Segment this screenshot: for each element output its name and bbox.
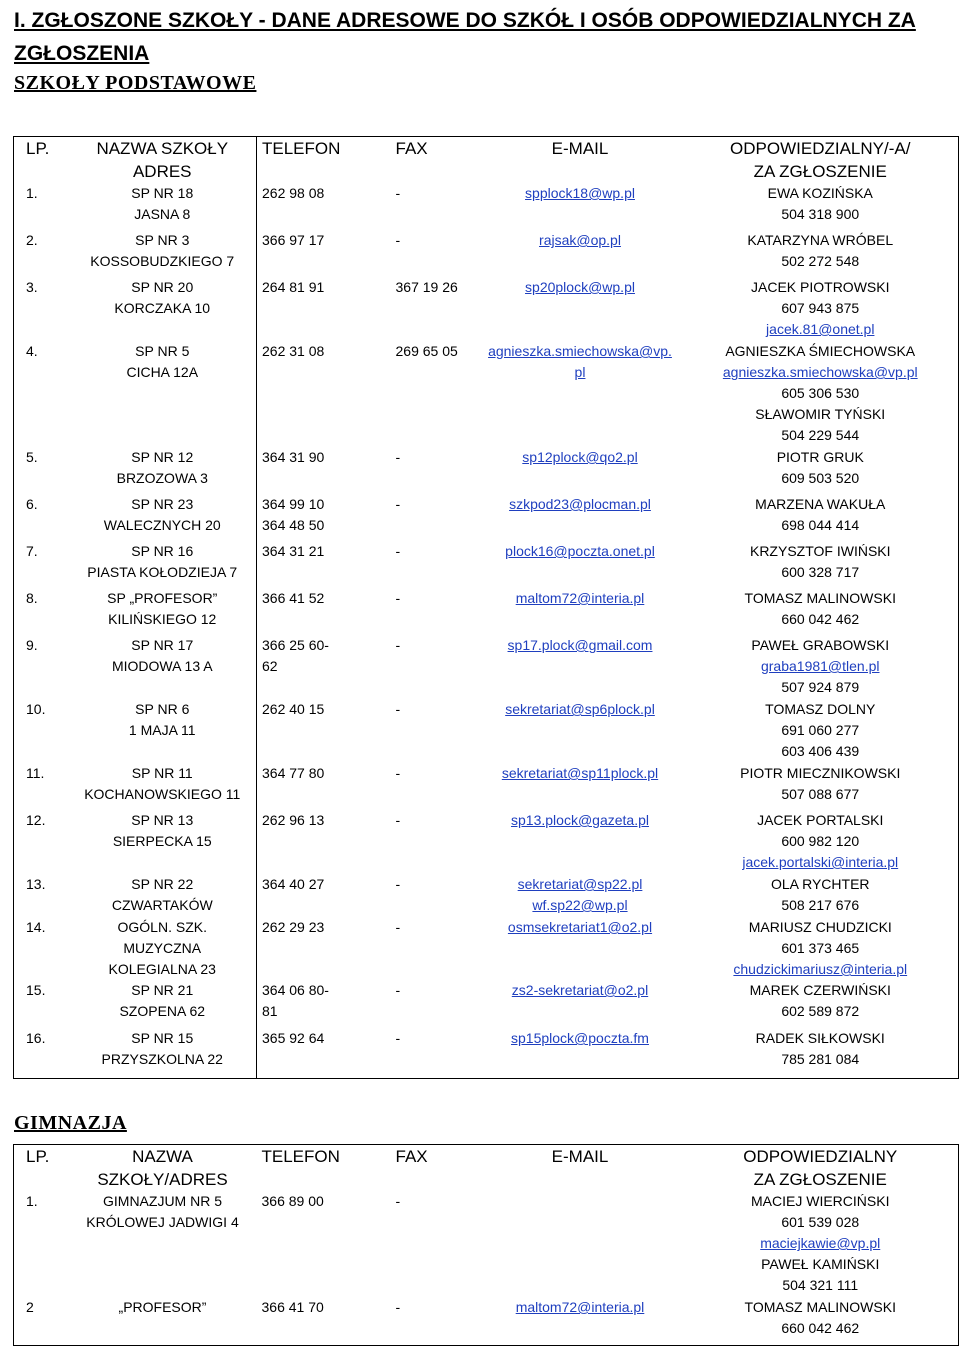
- row-school-name: [69, 230, 257, 277]
- school-name-line: KORCZAKA 10: [114, 300, 211, 316]
- responsible-line: 660 042 462: [781, 1320, 860, 1336]
- phone-line: 366 25 60-: [262, 637, 329, 653]
- header-mail: E-MAIL: [478, 137, 683, 184]
- gimnazjum-row: [14, 1191, 959, 1297]
- row-school-name: [69, 917, 257, 980]
- row-fax: -: [395, 982, 401, 998]
- row-fax: -: [395, 701, 401, 717]
- row-lp: 14.: [14, 917, 69, 980]
- school-row: [14, 810, 959, 874]
- responsible-line: 603 406 439: [781, 743, 860, 759]
- responsible-line: PIOTR GRUK: [776, 449, 864, 465]
- row-email: [478, 230, 683, 277]
- responsible-line: JACEK PIOTROWSKI: [751, 279, 890, 295]
- row-responsible: [683, 980, 959, 1028]
- school-name-line: SP NR 13: [131, 812, 194, 828]
- row-fax: -: [395, 637, 401, 653]
- phone-line: 262 96 13: [262, 812, 325, 828]
- email-link[interactable]: sekretariat@sp22.pl: [517, 876, 643, 892]
- row-fax: -: [395, 590, 401, 606]
- school-name-line: „PROFESOR”: [118, 1299, 207, 1315]
- phone-line: 262 31 08: [262, 343, 325, 359]
- school-name-line: KOSSOBUDZKIEGO 7: [90, 253, 235, 269]
- phone-line: 366 97 17: [262, 232, 325, 248]
- row-email: [478, 917, 683, 980]
- school-name-line: CZWARTAKÓW: [111, 897, 213, 913]
- email-link[interactable]: osmsekretariat1@o2.pl: [507, 919, 653, 935]
- row-lp: 7.: [14, 541, 69, 588]
- header-resp-line2: ZA ZGŁOSZENIE: [753, 162, 887, 181]
- header-tel: TELEFON: [257, 1145, 396, 1192]
- header-resp-line1: ODPOWIEDZIALNY/-A/: [730, 139, 911, 158]
- row-fax: -: [395, 812, 401, 828]
- school-name-line: SP NR 20: [131, 279, 194, 295]
- row-phone: [257, 277, 396, 341]
- row-responsible: [683, 917, 959, 980]
- responsible-line: 660 042 462: [781, 611, 860, 627]
- school-row: [14, 447, 959, 494]
- responsible-line: RADEK SIŁKOWSKI: [755, 1030, 885, 1046]
- email-link[interactable]: pl: [574, 364, 586, 380]
- row-fax: -: [395, 919, 401, 935]
- row-phone: [257, 341, 396, 447]
- responsible-email-link[interactable]: agnieszka.smiechowska@vp.pl: [722, 364, 918, 380]
- school-name-line: SP NR 5: [135, 343, 190, 359]
- row-fax: -: [395, 876, 401, 892]
- row-lp: 2.: [14, 230, 69, 277]
- section-gimnazja-heading: GIMNAZJA: [14, 1112, 127, 1134]
- row-email: [478, 1191, 683, 1297]
- row-email: [478, 183, 683, 230]
- row-responsible: [683, 494, 959, 541]
- school-name-line: SP NR 6: [135, 701, 190, 717]
- row-email: [478, 810, 683, 874]
- school-name-line: OGÓLN. SZK.: [117, 919, 207, 935]
- responsible-line: MACIEJ WIERCIŃSKI: [751, 1193, 890, 1209]
- responsible-line: TOMASZ MALINOWSKI: [744, 590, 896, 606]
- row-phone: [257, 980, 396, 1028]
- responsible-line: OLA RYCHTER: [770, 876, 870, 892]
- row-lp: 1.: [14, 183, 69, 230]
- email-link[interactable]: sp20plock@wp.pl: [525, 279, 635, 295]
- school-name-line: SP NR 18: [131, 185, 194, 201]
- responsible-email-link[interactable]: jacek.portalski@interia.pl: [742, 854, 899, 870]
- row-phone: [257, 588, 396, 635]
- responsible-line: 601 539 028: [781, 1214, 860, 1230]
- row-responsible: [683, 541, 959, 588]
- header-mail: E-MAIL: [478, 1145, 683, 1192]
- row-school-name: [69, 1028, 257, 1078]
- document-title: I. ZGŁOSZONE SZKOŁY - DANE ADRESOWE DO SZKÓŁ I OSÓB ODPOWIEDZIALNYCH ZA ZGŁOSZENIA: [14, 9, 916, 65]
- school-name-line: SIERPECKA 15: [112, 833, 212, 849]
- phone-line: 366 41 70: [261, 1299, 324, 1315]
- row-phone: [257, 230, 396, 277]
- school-name-line: SP NR 22: [131, 876, 194, 892]
- header-name-line1: NAZWA SZKOŁY: [96, 139, 229, 158]
- row-school-name: [69, 588, 257, 635]
- responsible-line: PIOTR MIECZNIKOWSKI: [740, 765, 901, 781]
- email-link[interactable]: sp15plock@poczta.fm: [511, 1030, 649, 1046]
- row-phone: [257, 494, 396, 541]
- school-name-line: 1 MAJA 11: [128, 722, 196, 738]
- header-name-line2: SZKOŁY/ADRES: [97, 1170, 228, 1189]
- school-name-line: GIMNAZJUM NR 5: [103, 1193, 222, 1209]
- header-name: [69, 137, 257, 184]
- row-phone: [257, 541, 396, 588]
- header-resp: [683, 137, 959, 184]
- school-name-line: PIASTA KOŁODZIEJA 7: [87, 564, 238, 580]
- email-link[interactable]: sekretariat@sp11plock.pl: [501, 765, 659, 781]
- email-link[interactable]: maltom72@interia.pl: [515, 590, 645, 606]
- table-header-row: [14, 1145, 959, 1192]
- responsible-line: 691 060 277: [781, 722, 860, 738]
- school-name-line: SP NR 23: [131, 496, 194, 512]
- header-resp-line2: ZA ZGŁOSZENIE: [753, 1170, 887, 1189]
- responsible-line: AGNIESZKA ŚMIECHOWSKA: [725, 343, 916, 359]
- responsible-line: TOMASZ DOLNY: [765, 701, 876, 717]
- responsible-line: 507 088 677: [781, 786, 860, 802]
- row-responsible: [683, 447, 959, 494]
- school-row: [14, 588, 959, 635]
- row-fax: -: [395, 1193, 401, 1209]
- row-phone: [257, 763, 396, 810]
- school-name-line: SP NR 21: [131, 982, 194, 998]
- school-row: [14, 635, 959, 699]
- email-link[interactable]: rajsak@op.pl: [539, 232, 621, 248]
- responsible-email-link[interactable]: chudzickimariusz@interia.pl: [733, 961, 908, 977]
- responsible-line: 508 217 676: [781, 897, 860, 913]
- row-email: [478, 341, 683, 447]
- responsible-line: JACEK PORTALSKI: [757, 812, 884, 828]
- school-row: [14, 230, 959, 277]
- school-name-line: KOCHANOWSKIEGO 11: [84, 786, 241, 802]
- school-row: [14, 980, 959, 1028]
- school-name-line: KRÓLOWEJ JADWIGI 4: [86, 1214, 239, 1230]
- phone-line: 365 92 64: [262, 1030, 325, 1046]
- email-link[interactable]: maltom72@interia.pl: [515, 1299, 645, 1315]
- row-phone: [257, 1297, 396, 1345]
- row-phone: [257, 447, 396, 494]
- header-name-line2: ADRES: [132, 162, 192, 181]
- email-link[interactable]: spplock18@wp.pl: [525, 185, 635, 201]
- row-responsible: [683, 635, 959, 699]
- row-email: [478, 874, 683, 917]
- row-email: [478, 1028, 683, 1078]
- row-fax: -: [395, 449, 401, 465]
- email-link[interactable]: zs2-sekretariat@o2.pl: [511, 982, 649, 998]
- school-row: [14, 494, 959, 541]
- phone-line: 364 48 50: [262, 517, 325, 533]
- school-name-line: SP NR 12: [131, 449, 194, 465]
- row-email: [478, 588, 683, 635]
- row-email: [478, 980, 683, 1028]
- header-resp: [683, 1145, 959, 1192]
- responsible-line: 601 373 465: [781, 940, 860, 956]
- responsible-line: 502 272 548: [781, 253, 860, 269]
- school-name-line: PRZYSZKOLNA 22: [101, 1051, 223, 1067]
- responsible-line: 600 982 120: [781, 833, 860, 849]
- row-email: [478, 635, 683, 699]
- row-phone: [257, 1191, 396, 1297]
- row-responsible: [683, 699, 959, 763]
- responsible-email-link[interactable]: maciejkawie@vp.pl: [760, 1235, 881, 1251]
- school-row: [14, 763, 959, 810]
- row-school-name: [69, 635, 257, 699]
- school-row: [14, 874, 959, 917]
- row-responsible: [683, 1191, 959, 1297]
- row-fax: -: [395, 543, 401, 559]
- school-name-line: WALECZNYCH 20: [103, 517, 221, 533]
- row-school-name: [69, 1191, 257, 1297]
- phone-line: 364 31 90: [262, 449, 325, 465]
- row-school-name: [69, 763, 257, 810]
- responsible-line: MARZENA WAKUŁA: [755, 496, 886, 512]
- row-fax: 269 65 05: [395, 343, 458, 359]
- row-lp: 1.: [14, 1191, 69, 1297]
- responsible-line: 602 589 872: [781, 1003, 860, 1019]
- responsible-line: PAWEŁ KAMIŃSKI: [761, 1256, 880, 1272]
- header-lp: LP.: [14, 1145, 69, 1192]
- row-phone: [257, 699, 396, 763]
- email-link[interactable]: sp17.plock@gmail.com: [507, 637, 653, 653]
- school-name-line: SP NR 17: [131, 637, 194, 653]
- school-name-line: KOLEGIALNA 23: [108, 961, 216, 977]
- school-name-line: JASNA 8: [134, 206, 191, 222]
- email-link[interactable]: wf.sp22@wp.pl: [532, 897, 628, 913]
- row-responsible: [683, 874, 959, 917]
- school-row: [14, 699, 959, 763]
- email-link[interactable]: szkpod23@plocman.pl: [509, 496, 651, 512]
- phone-line: 264 81 91: [262, 279, 325, 295]
- responsible-line: MARIUSZ CHUDZICKI: [748, 919, 892, 935]
- school-name-line: SZOPENA 62: [119, 1003, 206, 1019]
- row-responsible: [683, 763, 959, 810]
- phone-line: 262 29 23: [262, 919, 325, 935]
- responsible-line: 605 306 530: [781, 385, 860, 401]
- header-resp-line1: ODPOWIEDZIALNY: [743, 1147, 898, 1166]
- responsible-line: 507 924 879: [781, 679, 860, 695]
- school-name-line: SP NR 11: [131, 765, 193, 781]
- responsible-line: 609 503 520: [781, 470, 860, 486]
- header-name-line1: NAZWA: [132, 1147, 193, 1166]
- email-link[interactable]: agnieszka.smiechowska@vp.: [488, 343, 672, 359]
- phone-line: 364 31 21: [262, 543, 325, 559]
- row-responsible: [683, 1028, 959, 1078]
- row-responsible: [683, 588, 959, 635]
- row-school-name: [69, 980, 257, 1028]
- row-email: [478, 494, 683, 541]
- row-school-name: [69, 183, 257, 230]
- responsible-line: PAWEŁ GRABOWSKI: [751, 637, 890, 653]
- responsible-email-link[interactable]: graba1981@tlen.pl: [760, 658, 880, 674]
- row-lp: 2: [14, 1297, 69, 1345]
- row-phone: [257, 874, 396, 917]
- primary-schools-table: [13, 136, 959, 1079]
- email-link[interactable]: sp12plock@qo2.pl: [522, 449, 638, 465]
- row-lp: 4.: [14, 341, 69, 447]
- responsible-line: 600 328 717: [781, 564, 860, 580]
- row-responsible: [683, 341, 959, 447]
- row-school-name: [69, 494, 257, 541]
- header-fax: FAX: [396, 137, 478, 184]
- school-name-line: KILIŃSKIEGO 12: [108, 611, 217, 627]
- school-name-line: SP NR 3: [135, 232, 190, 248]
- responsible-line: SŁAWOMIR TYŃSKI: [755, 406, 886, 422]
- row-school-name: [69, 447, 257, 494]
- responsible-line: MAREK CZERWIŃSKI: [749, 982, 891, 998]
- row-fax: -: [395, 185, 401, 201]
- gimnazjum-row: [14, 1297, 959, 1345]
- phone-line: 262 98 08: [262, 185, 325, 201]
- row-school-name: [69, 810, 257, 874]
- row-responsible: [683, 183, 959, 230]
- email-link[interactable]: sp13.plock@gazeta.pl: [511, 812, 649, 828]
- row-lp: 5.: [14, 447, 69, 494]
- row-school-name: [69, 341, 257, 447]
- row-fax: 367 19 26: [395, 279, 458, 295]
- row-school-name: [69, 699, 257, 763]
- table-header-row: [14, 137, 959, 184]
- school-name-line: SP „PROFESOR”: [107, 590, 218, 606]
- school-row: [14, 341, 959, 447]
- row-responsible: [683, 810, 959, 874]
- row-fax: -: [396, 1028, 478, 1078]
- row-fax: -: [396, 1297, 478, 1345]
- row-email: [478, 763, 683, 810]
- row-school-name: [69, 874, 257, 917]
- row-email: [478, 447, 683, 494]
- phone-line: 364 40 27: [262, 876, 325, 892]
- phone-line: 366 89 00: [261, 1193, 324, 1209]
- header-fax: FAX: [396, 1145, 478, 1192]
- row-lp: 6.: [14, 494, 69, 541]
- row-phone: [257, 183, 396, 230]
- responsible-line: 504 318 900: [781, 206, 860, 222]
- phone-line: 81: [262, 1003, 278, 1019]
- header-lp: LP.: [14, 137, 69, 184]
- responsible-line: 504 321 111: [782, 1277, 859, 1293]
- row-school-name: [69, 1297, 257, 1345]
- row-lp: 8.: [14, 588, 69, 635]
- responsible-line: KATARZYNA WRÓBEL: [747, 232, 894, 248]
- row-email: [478, 699, 683, 763]
- row-phone: [257, 917, 396, 980]
- section-primary-schools-heading: SZKOŁY PODSTAWOWE: [14, 72, 257, 94]
- row-lp: 10.: [14, 699, 69, 763]
- phone-line: 364 06 80-: [262, 982, 329, 998]
- school-row: [14, 917, 959, 980]
- row-school-name: [69, 541, 257, 588]
- responsible-line: 698 044 414: [781, 517, 860, 533]
- school-row: [14, 1028, 959, 1078]
- email-link[interactable]: plock16@poczta.onet.pl: [505, 543, 655, 559]
- responsible-email-link[interactable]: jacek.81@onet.pl: [766, 321, 875, 337]
- row-email: [478, 1297, 683, 1345]
- row-responsible: [683, 277, 959, 341]
- email-link[interactable]: sekretariat@sp6plock.pl: [505, 701, 655, 717]
- responsible-line: TOMASZ MALINOWSKI: [744, 1299, 896, 1315]
- row-responsible: [683, 230, 959, 277]
- responsible-line: 785 281 084: [781, 1051, 860, 1067]
- row-fax: -: [395, 232, 401, 248]
- row-lp: 16.: [14, 1028, 69, 1078]
- gimnazja-table: [13, 1144, 959, 1346]
- school-row: [14, 183, 959, 230]
- row-fax: -: [395, 765, 401, 781]
- row-phone: [257, 1028, 396, 1078]
- row-email: [478, 541, 683, 588]
- row-lp: 9.: [14, 635, 69, 699]
- school-name-line: CICHA 12A: [126, 364, 199, 380]
- row-fax: -: [395, 496, 401, 512]
- row-lp: 13.: [14, 874, 69, 917]
- row-lp: 11.: [14, 763, 69, 810]
- school-row: [14, 277, 959, 341]
- phone-line: 262 40 15: [262, 701, 325, 717]
- responsible-line: KRZYSZTOF IWIŃSKI: [749, 543, 891, 559]
- school-name-line: BRZOZOWA 3: [116, 470, 208, 486]
- phone-line: 364 77 80: [262, 765, 325, 781]
- phone-line: 364 99 10: [262, 496, 325, 512]
- school-name-line: SP NR 15: [131, 1030, 194, 1046]
- row-lp: 15.: [14, 980, 69, 1028]
- phone-line: 366 41 52: [262, 590, 325, 606]
- row-school-name: [69, 277, 257, 341]
- school-name-line: SP NR 16: [131, 543, 194, 559]
- row-responsible: [683, 1297, 959, 1345]
- school-name-line: MUZYCZNA: [123, 940, 202, 956]
- phone-line: 62: [262, 658, 278, 674]
- responsible-line: 504 229 544: [781, 427, 860, 443]
- row-lp: 3.: [14, 277, 69, 341]
- responsible-line: 607 943 875: [781, 300, 860, 316]
- row-email: [478, 277, 683, 341]
- row-phone: [257, 810, 396, 874]
- header-name: [69, 1145, 257, 1192]
- row-phone: [257, 635, 396, 699]
- school-name-line: MIODOWA 13 A: [111, 658, 213, 674]
- responsible-line: EWA KOZIŃSKA: [767, 185, 873, 201]
- school-row: [14, 541, 959, 588]
- row-lp: 12.: [14, 810, 69, 874]
- header-tel: TELEFON: [257, 137, 396, 184]
